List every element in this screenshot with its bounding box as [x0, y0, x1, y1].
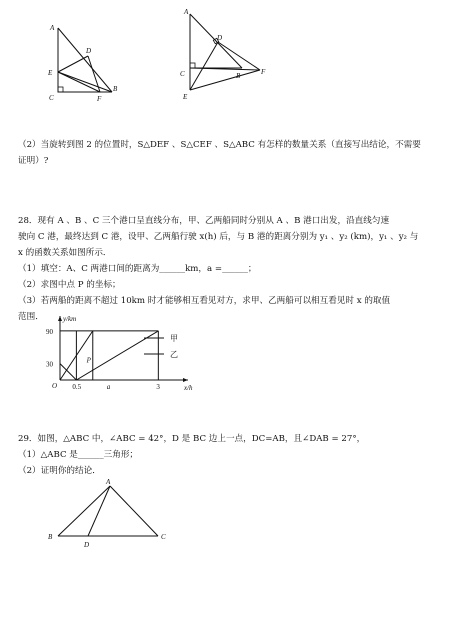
q28-sub3a: （3）若两船的距离不超过 10km 时才能够相互看见对方，求甲、乙两船可以相互看见时 x 的取值 — [18, 296, 391, 306]
q28-line2: 驶向 C 港，最终达到 C 港，设甲、乙两船行驶 x(h) 后，与 B 港的距离分别为 y₁ 、y₂ (km)，y₁ 、y₂ 与 — [18, 232, 419, 242]
fig3-label-c: C — [161, 533, 166, 541]
fig1-label-d: D — [86, 47, 92, 55]
y-tick-30: 30 — [46, 360, 53, 369]
q29-sub1: （1）△ABC 是______三角形； — [18, 450, 139, 460]
q27-part2-line1: （2）当旋转到图 2 的位置时，S△DEF 、S△CEF 、S△ABC 有怎样的数量关系（直接写出结论，不需要 — [18, 140, 421, 150]
fig2-label-f: F — [261, 68, 266, 76]
q29-line1: 29．如图，△ABC 中，∠ABC = 42°，D 是 BC 边上一点，DC=AB，且∠DAB = 27°， — [18, 434, 366, 444]
fig3-label-b: B — [48, 533, 53, 541]
x-tick-3: 3 — [156, 383, 160, 391]
fig2-label-b: B — [236, 72, 241, 80]
fig2-label-a: A — [184, 8, 189, 16]
q28-sub2: （2）求图中点 P 的坐标； — [18, 280, 121, 290]
q27-part2-line2: 证明）? — [18, 156, 49, 166]
y-axis-arrow — [58, 316, 62, 321]
fig2-label-d: D — [217, 34, 223, 42]
figure-1 — [40, 20, 140, 110]
q29-sub2: （2）证明你的结论． — [18, 466, 101, 476]
x-axis-arrow — [183, 378, 188, 382]
figure-3-triangle — [40, 474, 180, 554]
chart-legend — [140, 330, 200, 364]
q28-sub3b: 范围． — [18, 312, 44, 322]
fig1-label-b: B — [113, 85, 118, 93]
x-tick-0.5: 0.5 — [72, 383, 82, 391]
legend-label-series-2: 乙 — [170, 350, 178, 359]
x-tick-a: a — [106, 383, 111, 391]
figure-2 — [170, 2, 280, 102]
q28-sub1: （1）填空：A、C 两港口间的距离为______km，a =______； — [18, 264, 257, 274]
fig1-label-e: E — [48, 69, 53, 77]
origin-label: O — [52, 382, 58, 390]
fig1-label-f: F — [97, 95, 102, 103]
fig2-label-c: C — [180, 70, 185, 78]
q28-line1: 28．现有 A 、B 、C 三个港口呈直线分布，甲、乙两船同时分别从 A 、B 港口出发，沿直线匀速 — [18, 216, 390, 226]
point-p-label: P — [86, 356, 91, 365]
fig1-label-c: C — [49, 94, 54, 102]
fig3-label-a: A — [106, 478, 111, 486]
legend-label-series-1: 甲 — [170, 334, 178, 343]
y-axis-label: y/km — [63, 315, 77, 323]
fig3-label-d: D — [84, 541, 90, 549]
fig2-label-e: E — [183, 93, 188, 101]
fig1-label-a: A — [50, 24, 55, 32]
q28-line3: x 的函数关系如图所示． — [18, 248, 112, 258]
x-axis-label: x/h — [184, 384, 193, 392]
y-tick-90: 90 — [46, 327, 53, 336]
